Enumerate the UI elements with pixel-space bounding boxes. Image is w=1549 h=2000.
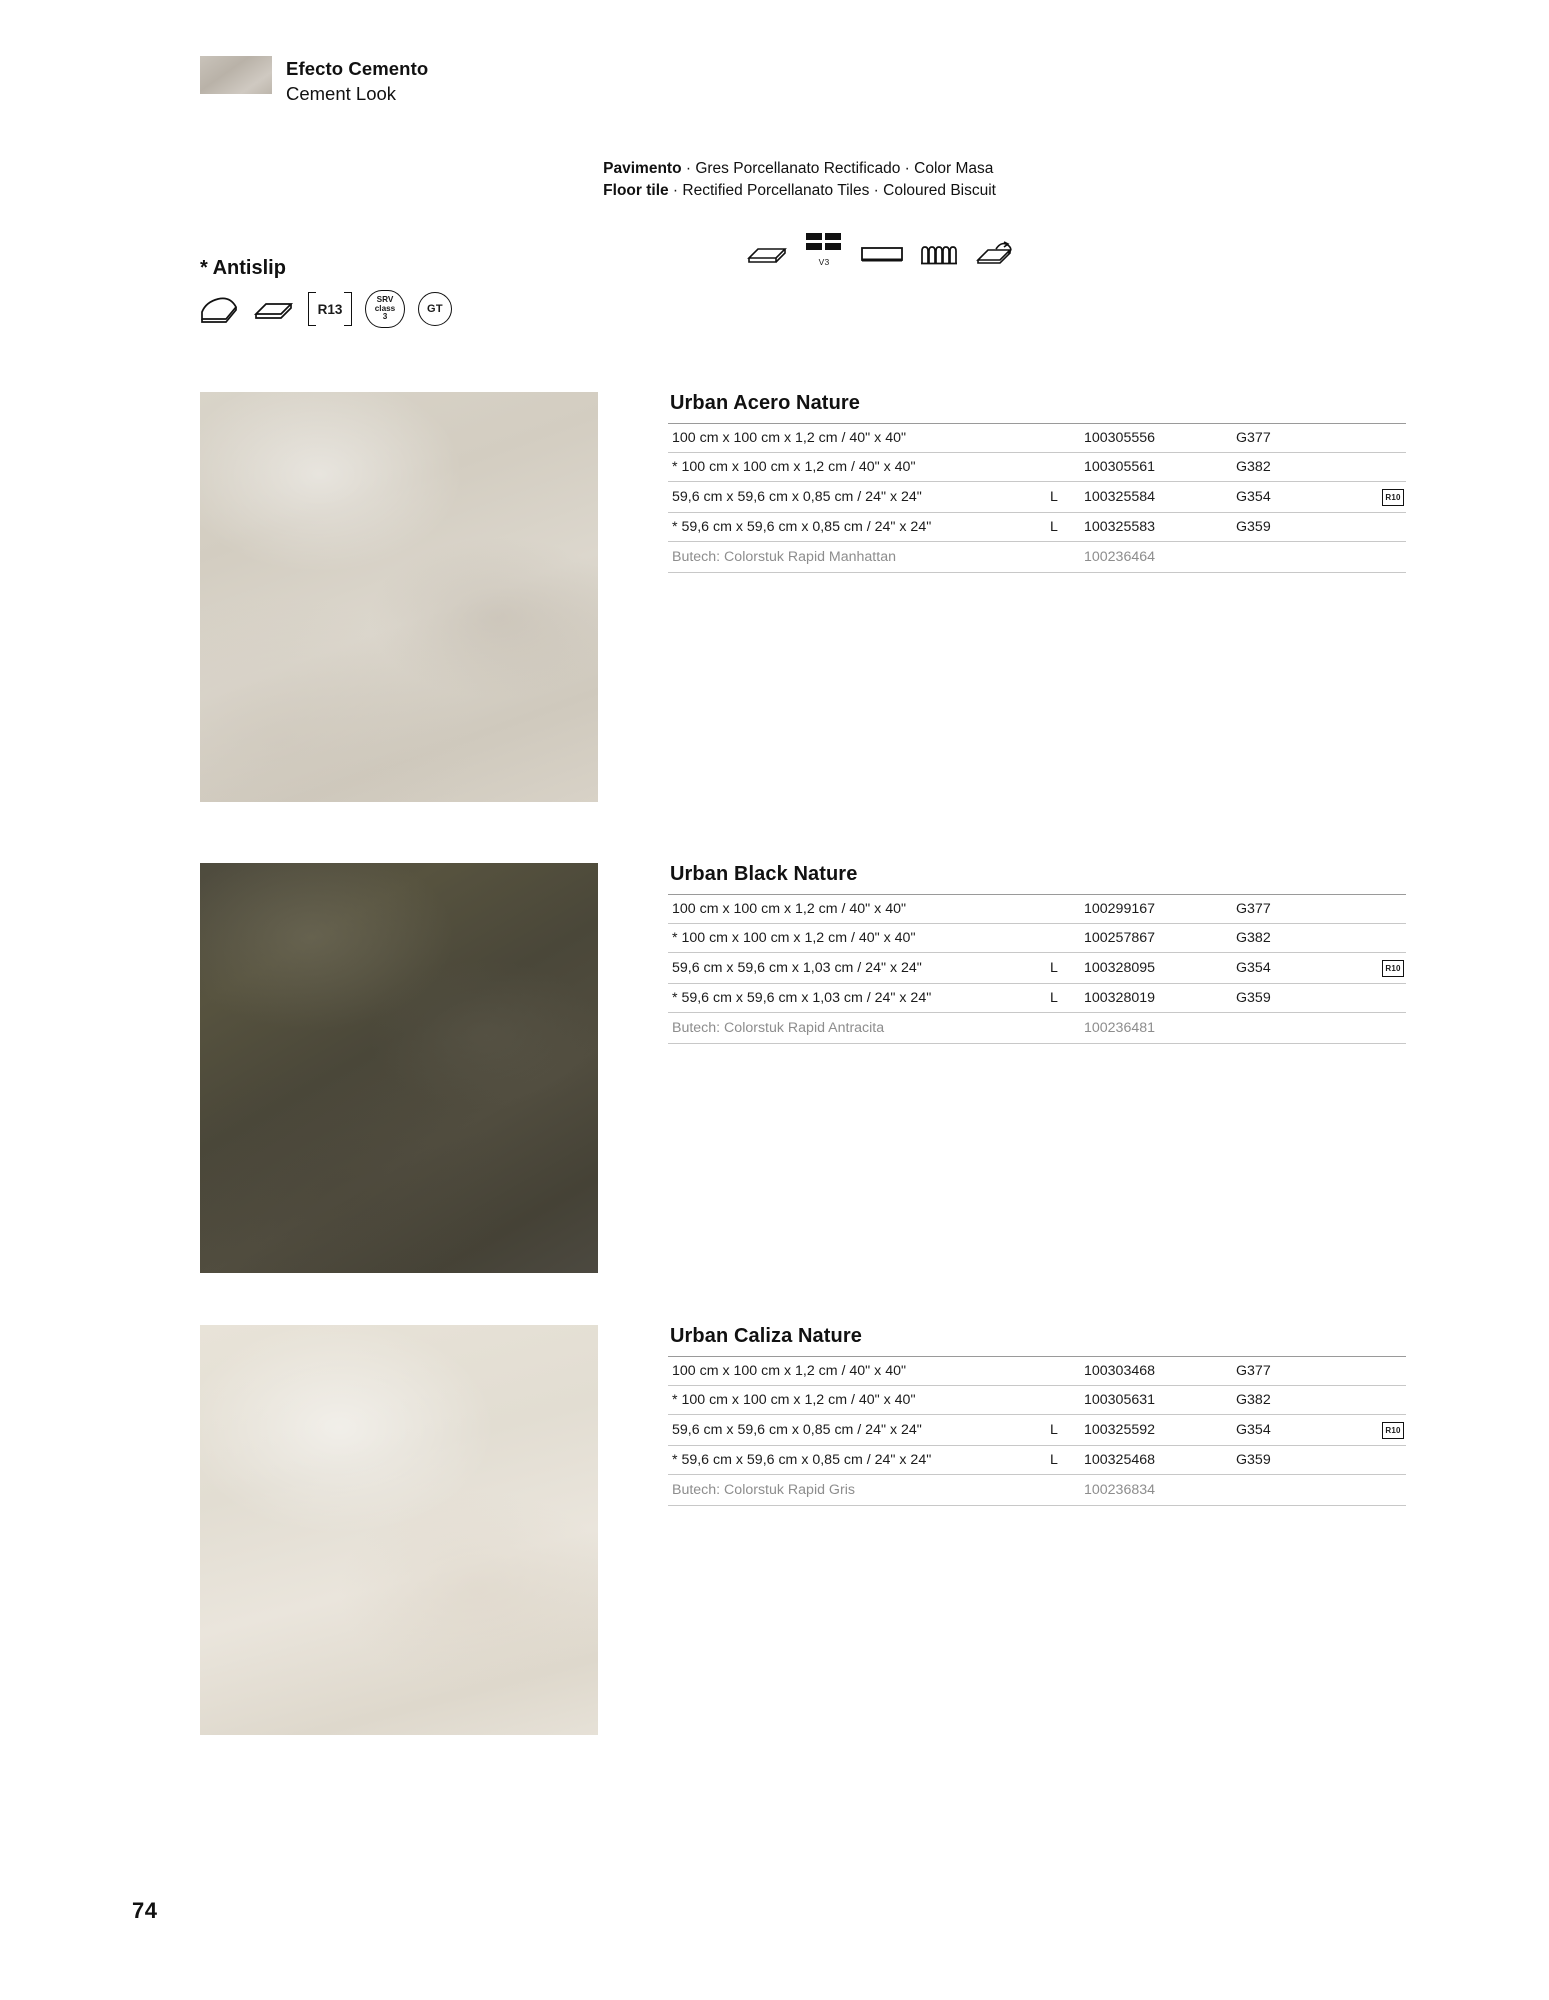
cell-finish: L <box>1050 1422 1058 1438</box>
butech-grade <box>1232 1475 1350 1506</box>
cell-finish <box>1046 895 1080 924</box>
butech-grade <box>1232 1013 1350 1044</box>
category-title-en: Cement Look <box>286 82 397 104</box>
table-row <box>668 482 1406 513</box>
cell-size: * 59,6 cm x 59,6 cm x 0,85 cm / 24" x 24" <box>672 519 932 535</box>
butech-label: Butech: Colorstuk Rapid Gris <box>672 1482 855 1498</box>
cell-grade: G382 <box>1236 1392 1271 1408</box>
cell-code: 100305561 <box>1084 459 1156 475</box>
tile-thickness-icon <box>746 239 788 267</box>
page-number: 74 <box>132 1898 158 1923</box>
table-row <box>668 453 1406 482</box>
cell-finish: L <box>1050 489 1058 505</box>
butech-row <box>668 542 1406 573</box>
butech-mark <box>1350 1475 1406 1506</box>
table-row <box>668 1386 1406 1415</box>
cell-size: 100 cm x 100 cm x 1,2 cm / 40" x 40" <box>672 901 907 917</box>
cell-mark <box>1350 953 1406 984</box>
product-title: Urban Black Nature <box>670 863 858 885</box>
cell-mark <box>1350 1446 1406 1475</box>
cell-finish <box>1046 424 1080 453</box>
cell-code: 100325468 <box>1084 1452 1156 1468</box>
butech-finish <box>1046 542 1080 573</box>
frost-resistant-icon <box>974 239 1016 267</box>
product-title: Urban Acero Nature <box>670 392 860 414</box>
table-row <box>668 924 1406 953</box>
r13-label: R13 <box>317 301 343 317</box>
cell-mark <box>1350 453 1406 482</box>
tile-section-icon <box>253 294 295 324</box>
cell-grade: G359 <box>1236 519 1271 535</box>
srv-class-value: 3 <box>382 312 388 322</box>
shoe-sole-icon <box>196 292 240 326</box>
cell-mark <box>1350 984 1406 1013</box>
table-row <box>668 424 1406 453</box>
cell-mark <box>1350 895 1406 924</box>
cell-size: * 100 cm x 100 cm x 1,2 cm / 40" x 40" <box>672 459 916 475</box>
cell-mark <box>1350 424 1406 453</box>
category-labels <box>286 56 428 107</box>
shade-variation-icon <box>804 230 844 267</box>
product-image-acero <box>200 392 598 802</box>
cell-size: 59,6 cm x 59,6 cm x 0,85 cm / 24" x 24" <box>672 489 922 505</box>
cell-size: * 100 cm x 100 cm x 1,2 cm / 40" x 40" <box>672 930 916 946</box>
r10-badge: R10 <box>1382 960 1404 977</box>
cell-code: 100257867 <box>1084 930 1156 946</box>
spec-line-es-rest: · Gres Porcellanato Rectificado · Color Masa <box>681 160 994 177</box>
table-row <box>668 984 1406 1013</box>
butech-grade <box>1232 542 1350 573</box>
r10-badge: R10 <box>1382 1422 1404 1439</box>
cell-finish <box>1046 1357 1080 1386</box>
butech-mark <box>1350 1013 1406 1044</box>
cell-grade: G354 <box>1236 960 1271 976</box>
table-row <box>668 1446 1406 1475</box>
cell-code: 100328019 <box>1084 990 1156 1006</box>
srv-class-word: class <box>374 303 396 313</box>
product-block-caliza <box>200 1325 1406 1743</box>
cell-code: 100328095 <box>1084 960 1156 976</box>
cell-size: 100 cm x 100 cm x 1,2 cm / 40" x 40" <box>672 1363 907 1379</box>
cell-size: * 59,6 cm x 59,6 cm x 1,03 cm / 24" x 24" <box>672 990 932 1006</box>
product-spec-table <box>668 1356 1406 1506</box>
antislip-icons <box>196 290 452 328</box>
technical-pictograms <box>746 230 1016 267</box>
spec-line-es-bold: Pavimento <box>603 160 682 177</box>
cell-mark <box>1350 1415 1406 1446</box>
category-header <box>200 56 428 107</box>
cell-finish: L <box>1050 960 1058 976</box>
butech-row <box>668 1013 1406 1044</box>
cell-finish <box>1046 453 1080 482</box>
butech-label: Butech: Colorstuk Rapid Antracita <box>672 1020 885 1036</box>
butech-code: 100236481 <box>1084 1020 1156 1036</box>
r10-badge: R10 <box>1382 489 1404 506</box>
antislip-title: * Antislip <box>200 257 286 279</box>
cell-size: 59,6 cm x 59,6 cm x 1,03 cm / 24" x 24" <box>672 960 922 976</box>
cell-finish <box>1046 924 1080 953</box>
category-title-es: Efecto Cemento <box>286 58 429 79</box>
product-spec-table <box>668 423 1406 573</box>
cell-grade: G354 <box>1236 1422 1271 1438</box>
product-info-caliza <box>668 1325 1406 1506</box>
product-title: Urban Caliza Nature <box>670 1325 862 1347</box>
table-row <box>668 513 1406 542</box>
srv-class-badge <box>365 290 405 328</box>
cell-code: 100325592 <box>1084 1422 1156 1438</box>
product-image-black <box>200 863 598 1273</box>
cell-mark <box>1350 513 1406 542</box>
cell-finish: L <box>1050 519 1058 535</box>
rectified-edge-icon <box>860 241 904 267</box>
product-spec-header <box>603 158 996 202</box>
gt-badge <box>418 292 452 326</box>
shade-variation-label: V3 <box>818 257 830 267</box>
spec-line-en-rest: · Rectified Porcellanato Tiles · Coloured Biscuit <box>668 182 996 199</box>
table-row <box>668 1357 1406 1386</box>
spec-line-es <box>603 158 996 180</box>
butech-label: Butech: Colorstuk Rapid Manhattan <box>672 549 896 565</box>
table-row <box>668 1415 1406 1446</box>
product-info-black <box>668 863 1406 1044</box>
product-block-acero <box>200 392 1406 810</box>
cell-grade: G382 <box>1236 930 1271 946</box>
cell-mark <box>1350 924 1406 953</box>
gt-label: GT <box>427 303 443 315</box>
cell-mark <box>1350 482 1406 513</box>
cell-grade: G377 <box>1236 430 1271 446</box>
packaging-icon <box>920 241 958 267</box>
product-spec-table <box>668 894 1406 1044</box>
product-block-black <box>200 863 1406 1281</box>
cell-code: 100305631 <box>1084 1392 1156 1408</box>
cell-mark <box>1350 1386 1406 1415</box>
cell-grade: G377 <box>1236 1363 1271 1379</box>
cell-code: 100325584 <box>1084 489 1156 505</box>
cell-grade: G359 <box>1236 1452 1271 1468</box>
cell-code: 100325583 <box>1084 519 1156 535</box>
product-image-caliza <box>200 1325 598 1735</box>
cell-grade: G354 <box>1236 489 1271 505</box>
cell-code: 100305556 <box>1084 430 1156 446</box>
butech-code: 100236464 <box>1084 549 1156 565</box>
cell-grade: G377 <box>1236 901 1271 917</box>
butech-row <box>668 1475 1406 1506</box>
spec-line-en-bold: Floor tile <box>603 182 669 199</box>
cell-finish: L <box>1050 1452 1058 1468</box>
table-row <box>668 895 1406 924</box>
butech-mark <box>1350 542 1406 573</box>
cell-finish <box>1046 1386 1080 1415</box>
srv-label: SRV <box>376 295 394 305</box>
r13-badge <box>308 290 352 328</box>
product-info-acero <box>668 392 1406 573</box>
cell-mark <box>1350 1357 1406 1386</box>
cell-size: 59,6 cm x 59,6 cm x 0,85 cm / 24" x 24" <box>672 1422 922 1438</box>
cell-grade: G359 <box>1236 990 1271 1006</box>
butech-finish <box>1046 1013 1080 1044</box>
cell-code: 100303468 <box>1084 1363 1156 1379</box>
cell-grade: G382 <box>1236 459 1271 475</box>
butech-code: 100236834 <box>1084 1482 1156 1498</box>
cell-size: 100 cm x 100 cm x 1,2 cm / 40" x 40" <box>672 430 907 446</box>
table-row <box>668 953 1406 984</box>
butech-finish <box>1046 1475 1080 1506</box>
cell-size: * 100 cm x 100 cm x 1,2 cm / 40" x 40" <box>672 1392 916 1408</box>
cell-size: * 59,6 cm x 59,6 cm x 0,85 cm / 24" x 24" <box>672 1452 932 1468</box>
cell-code: 100299167 <box>1084 901 1156 917</box>
spec-line-en <box>603 180 996 202</box>
cell-finish: L <box>1050 990 1058 1006</box>
cement-swatch <box>200 56 272 94</box>
